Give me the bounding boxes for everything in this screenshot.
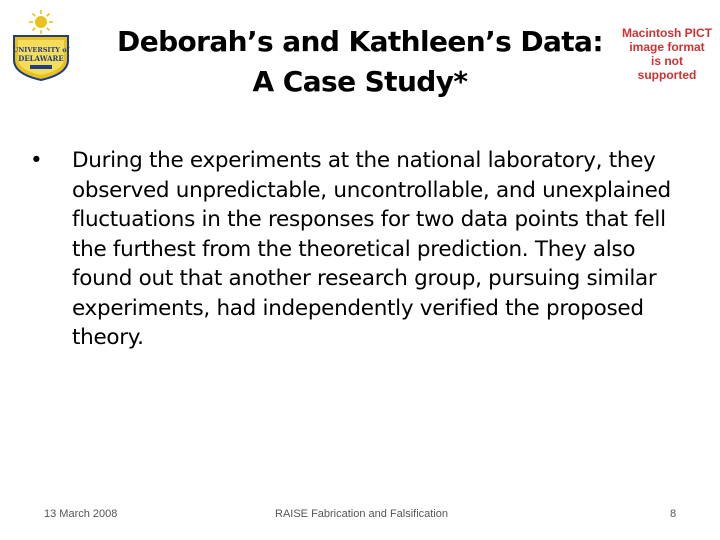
placeholder-line-1: Macintosh PICT	[622, 26, 713, 40]
svg-text:UNIVERSITY of: UNIVERSITY of	[12, 46, 70, 54]
placeholder-line-3: is not supported	[637, 54, 697, 82]
bullet-dot-icon: •	[30, 148, 43, 173]
footer-date: 13 March 2008	[44, 508, 118, 520]
page-number: 8	[670, 508, 677, 520]
university-seal-icon	[8, 8, 74, 82]
footer-title: RAISE Fabrication and Falsification	[275, 508, 449, 520]
title-line-1: Deborah’s and Kathleen’s Data:	[117, 25, 603, 58]
title-line-2: A Case Study*	[252, 65, 468, 98]
slide-body	[30, 146, 690, 353]
placeholder-line-2: image format	[629, 40, 705, 54]
slide-title	[80, 22, 640, 102]
svg-text:DELAWARE: DELAWARE	[18, 54, 64, 63]
bullet-text: During the experiments at the national laboratory, they observed unpredictable, uncontrollable, and unexplained fluctuations in the responses for two data points that fell the furthest from the theoretical prediction. They also found out that another research group, pursuing similar experiments, had independently verified the proposed theory.	[72, 148, 671, 350]
university-logo	[8, 8, 74, 82]
